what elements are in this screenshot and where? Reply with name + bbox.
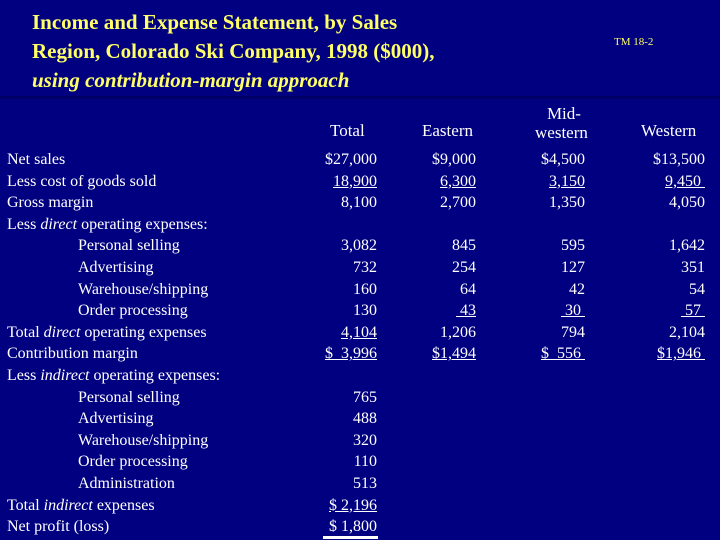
double-underline [323,536,378,539]
cell-western: 4,050 [669,194,705,212]
cell-midwestern: $ 556 [541,345,581,363]
cell-total: 320 [353,431,377,449]
cell-midwestern: 595 [561,237,585,255]
cell-total: 18,900 [333,172,377,190]
cell-total: 3,082 [341,237,377,255]
row-label: Contribution margin [7,345,138,363]
row-label: Warehouse/shipping [78,280,209,298]
title-line-1: Income and Expense Statement, by Sales [32,10,398,34]
cell-midwestern: $4,500 [541,151,585,168]
row-label: Personal selling [78,237,180,255]
cell-total: 4,104 [341,323,377,341]
row-label: Less cost of goods sold [7,172,157,190]
cell-eastern: 43 [460,302,476,320]
cell-total: 732 [353,258,377,276]
cell-total: 488 [353,410,377,428]
cell-total: 513 [353,474,377,492]
cell-western: 9,450 [665,172,701,190]
cell-total: $27,000 [325,151,377,168]
cell-eastern: 64 [460,280,476,298]
cell-midwestern: 1,350 [549,194,585,212]
row-label: Personal selling [78,388,180,406]
cell-eastern: 2,700 [440,194,476,212]
row-label: Gross margin [7,194,94,212]
column-header-midwestern-line1: Mid- [546,104,581,123]
cell-total: 765 [353,388,377,406]
column-header-midwestern-line2: western [535,123,588,142]
cell-total: 160 [353,280,377,298]
row-label: Less direct operating expenses: [7,215,208,233]
slide-title [32,8,435,95]
row-label: Warehouse/shipping [78,431,209,449]
cell-western: 54 [689,280,705,298]
row-label: Advertising [78,258,154,276]
column-header-eastern: Eastern [422,121,473,140]
cell-western: 57 [685,302,701,320]
row-label: Advertising [78,410,154,428]
cell-western: $13,500 [653,151,705,168]
row-label: Net profit (loss) [7,518,110,536]
cell-eastern: $9,000 [432,151,476,168]
cell-eastern: 845 [452,237,476,255]
row-label: Less indirect operating expenses: [7,366,221,384]
slide-tag: TM 18-2 [614,36,654,48]
cell-western: $1,946 [657,345,701,363]
cell-western: 351 [681,258,705,276]
cell-total: 8,100 [341,194,377,212]
cell-eastern: 254 [452,258,476,276]
cell-midwestern: 30 [565,302,581,320]
column-header-midwestern [536,104,588,142]
row-label: Order processing [78,302,188,320]
row-label: Net sales [7,151,66,168]
row-label: Total direct operating expenses [7,323,207,341]
cell-eastern: 1,206 [440,323,476,341]
cell-midwestern: 42 [569,280,585,298]
column-header-total: Total [330,121,365,140]
cell-midwestern: 3,150 [549,172,585,190]
cell-eastern: 6,300 [440,172,476,190]
title-line-3: using contribution-margin approach [32,68,350,92]
cell-midwestern: 794 [561,323,585,341]
cell-western: 2,104 [669,323,705,341]
cell-total: 130 [353,302,377,320]
row-label: Order processing [78,453,188,471]
cell-total: $ 2,196 [329,496,377,514]
cell-total: $ 3,996 [325,345,377,363]
cell-eastern: $1,494 [432,345,476,363]
cell-total: $ 1,800 [329,518,377,536]
cell-western: 1,642 [669,237,705,255]
column-header-western: Western [641,121,697,140]
divider [0,96,720,99]
title-line-2: Region, Colorado Ski Company, 1998 ($000), [32,39,435,63]
cell-midwestern: 127 [561,258,585,276]
cell-total: 110 [353,453,377,471]
row-label: Total indirect expenses [7,496,155,514]
row-label: Administration [78,474,175,492]
